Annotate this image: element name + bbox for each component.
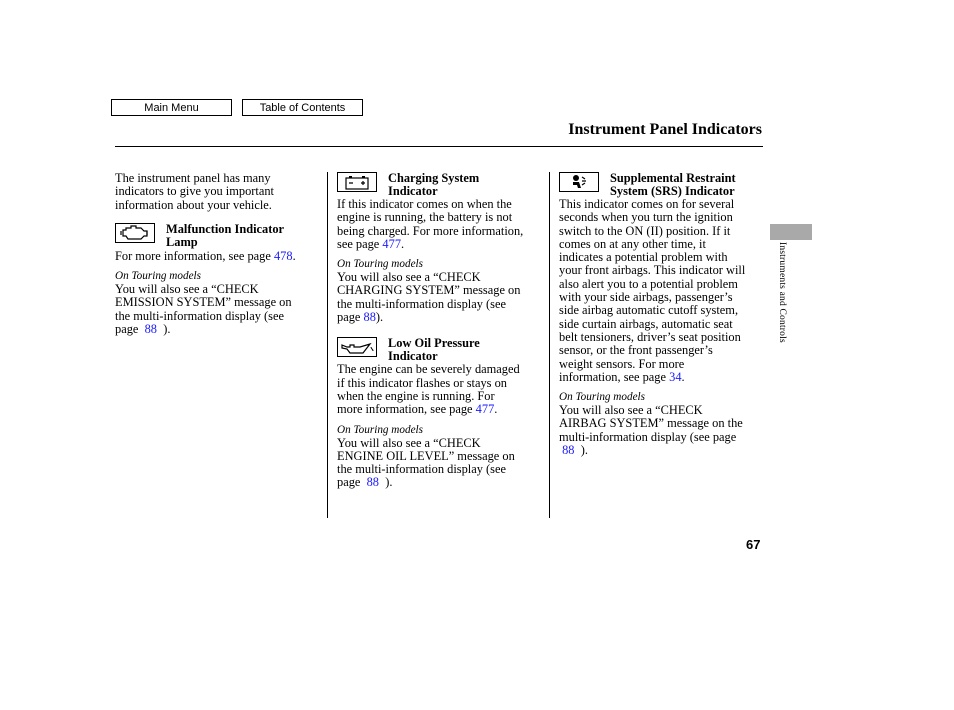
mil-heading: Malfunction Indicator (166, 221, 285, 236)
main-menu-button[interactable]: Main Menu (111, 99, 232, 116)
mil-touring-note: You will also see a “CHECK EMISSION SYSTEM” message on the multi-information display (see page 88 ). (115, 282, 292, 337)
oil-touring-note: You will also see a “CHECK ENGINE OIL LEVEL” message on the multi-information display (see page 88 ). (337, 435, 515, 490)
charging-heading: Charging System (388, 171, 480, 185)
page-link-88[interactable]: 88 (562, 443, 575, 458)
page-title: Instrument Panel Indicators (568, 121, 762, 138)
column-3 (559, 172, 765, 457)
section-label: Instruments and Controls (777, 242, 787, 343)
mil-more-info: For more information, see page 478. (115, 248, 296, 263)
mil-heading-row (115, 223, 315, 249)
column-2 (337, 172, 547, 490)
charging-touring-note: You will also see a “CHECK CHARGING SYSTEM” message on the multi-information display (see page 88). (337, 270, 521, 325)
oil-heading: Low Oil Pressure (388, 336, 480, 351)
oil-body: The engine can be severely damaged if this indicator flashes or stays on when the engine is running. For more information, see page 477. (337, 362, 520, 417)
battery-icon (337, 172, 377, 192)
oil-heading-row (337, 337, 547, 363)
oil-can-icon (337, 337, 377, 357)
page-link-88[interactable]: 88 (366, 475, 379, 490)
charging-heading-line2: Indicator (388, 184, 438, 198)
page-link-34[interactable]: 34 (669, 369, 682, 384)
oil-heading-line2: Indicator (388, 349, 438, 364)
srs-heading-line2: System (SRS) Indicator (610, 184, 735, 198)
charging-body: If this indicator comes on when the engine is running, the battery is not being charged. For more information, see page 477. (337, 197, 524, 251)
title-divider (115, 146, 763, 147)
touring-label: On Touring models (559, 391, 645, 404)
page-link-88[interactable]: 88 (363, 310, 376, 325)
charging-heading-row (337, 172, 547, 198)
srs-heading: Supplemental Restraint (610, 171, 736, 185)
page-link-478[interactable]: 478 (273, 248, 293, 263)
column-1 (115, 172, 315, 336)
page-link-477[interactable]: 477 (382, 236, 402, 251)
column-divider (327, 172, 328, 518)
page-number: 67 (746, 537, 761, 552)
table-of-contents-button[interactable]: Table of Contents (242, 99, 363, 116)
page-link-477[interactable]: 477 (475, 402, 495, 417)
touring-label: On Touring models (337, 423, 423, 436)
page-link-88[interactable]: 88 (144, 322, 157, 337)
srs-touring-note: You will also see a “CHECK AIRBAG SYSTEM” message on the multi-information display (see page 88 ). (559, 403, 743, 458)
section-tab (770, 224, 812, 240)
touring-label: On Touring models (337, 258, 423, 271)
mil-heading-line2: Lamp (166, 234, 198, 249)
srs-heading-row (559, 172, 765, 198)
airbag-icon (559, 172, 599, 192)
touring-label: On Touring models (115, 270, 201, 283)
check-engine-icon (115, 223, 155, 243)
column-divider (549, 172, 550, 518)
intro-text: The instrument panel has many indicators to give you important information about your vehicle. (115, 171, 274, 212)
srs-body: This indicator comes on for several seconds when you turn the ignition switch to the ON (II) position. If it comes on at any other time, it indicates a potential problem with your front airbags. This indicator will also alert you to a potential problem with your side airbags, passenger’s side airbag automatic cutoff system, side curtain airbags, automatic seat belt tensioners, driver’s seat position sensor, or the front passenger’s weight sensors. For more information, see page 34. (559, 197, 746, 384)
